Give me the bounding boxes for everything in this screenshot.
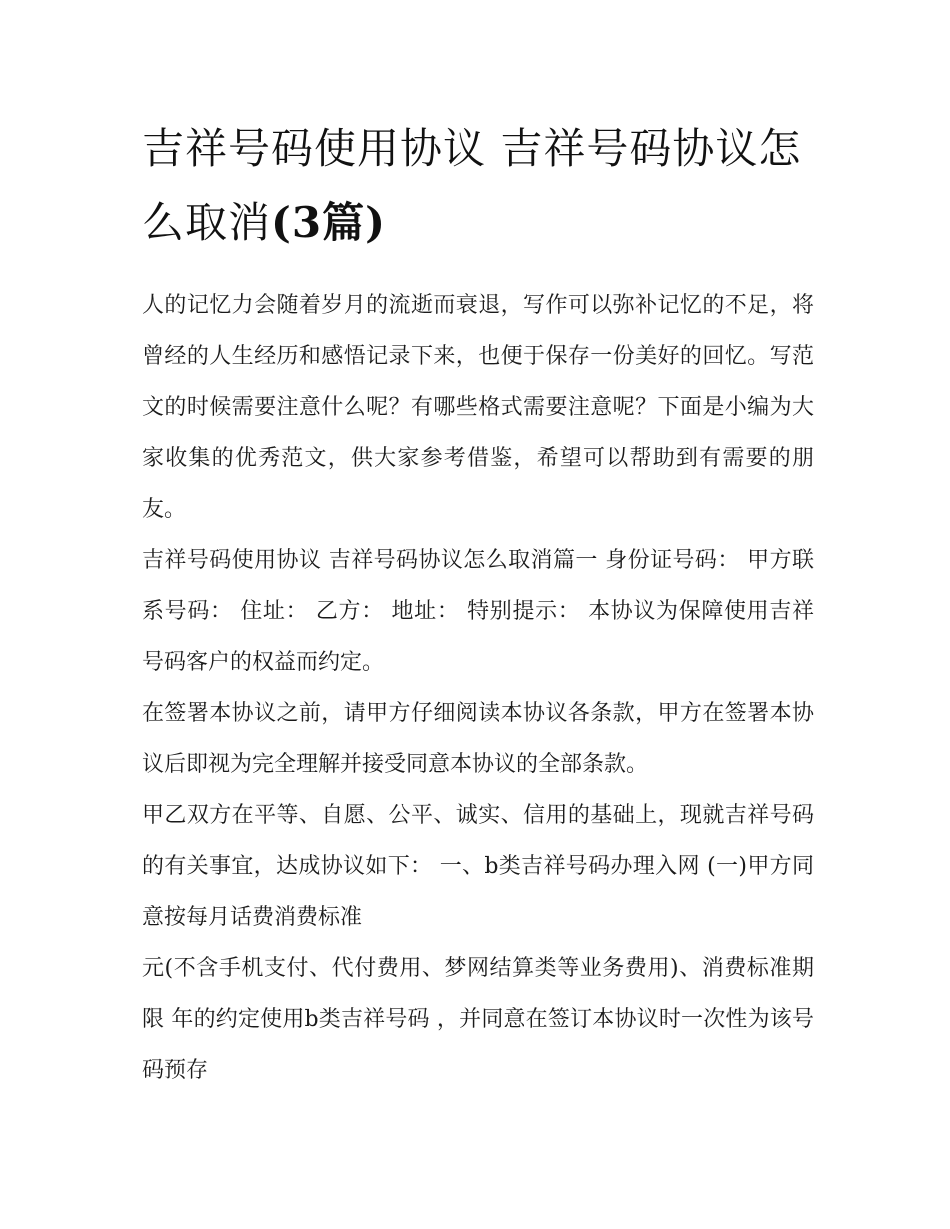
paragraph-intro: 人的记忆力会随着岁月的流逝而衰退，写作可以弥补记忆的不足，将曾经的人生经历和感悟记录下来，也便于保存一份美好的回忆。写范文的时候需要注意什么呢？有哪些格式需要注意呢？下面是小编为大家收集的优秀范文，供大家参考借鉴，希望可以帮助到有需要的朋友。 [142, 293, 814, 522]
paragraph-terms-detail: 元(不含手机支付、代付费用、梦网结算类等业务费用)、消费标准期限 年的约定使用b类吉祥号码 ，并同意在签订本协议时一次性为该号码预存 [142, 956, 814, 1083]
paragraph-terms-intro: 甲乙双方在平等、自愿、公平、诚实、信用的基础上，现就吉祥号码的有关事宜，达成协议如下： 一、b类吉祥号码办理入网 (一)甲方同意按每月话费消费标准 [142, 803, 814, 930]
title-main: 吉祥号码使用协议 吉祥号码协议怎么取消 [142, 124, 802, 247]
document-title [142, 112, 814, 260]
document-body [142, 112, 814, 1096]
paragraph-signing-notice: 在签署本协议之前，请甲方仔细阅读本协议各条款，甲方在签署本协议后即视为完全理解并接受同意本协议的全部条款。 [142, 701, 814, 777]
title-count: (3篇) [271, 198, 386, 247]
paragraph-agreement-header: 吉祥号码使用协议 吉祥号码协议怎么取消篇一 身份证号码： 甲方联系号码： 住址： 乙方： 地址： 特别提示： 本协议为保障使用吉祥号码客户的权益而约定。 [142, 548, 814, 675]
